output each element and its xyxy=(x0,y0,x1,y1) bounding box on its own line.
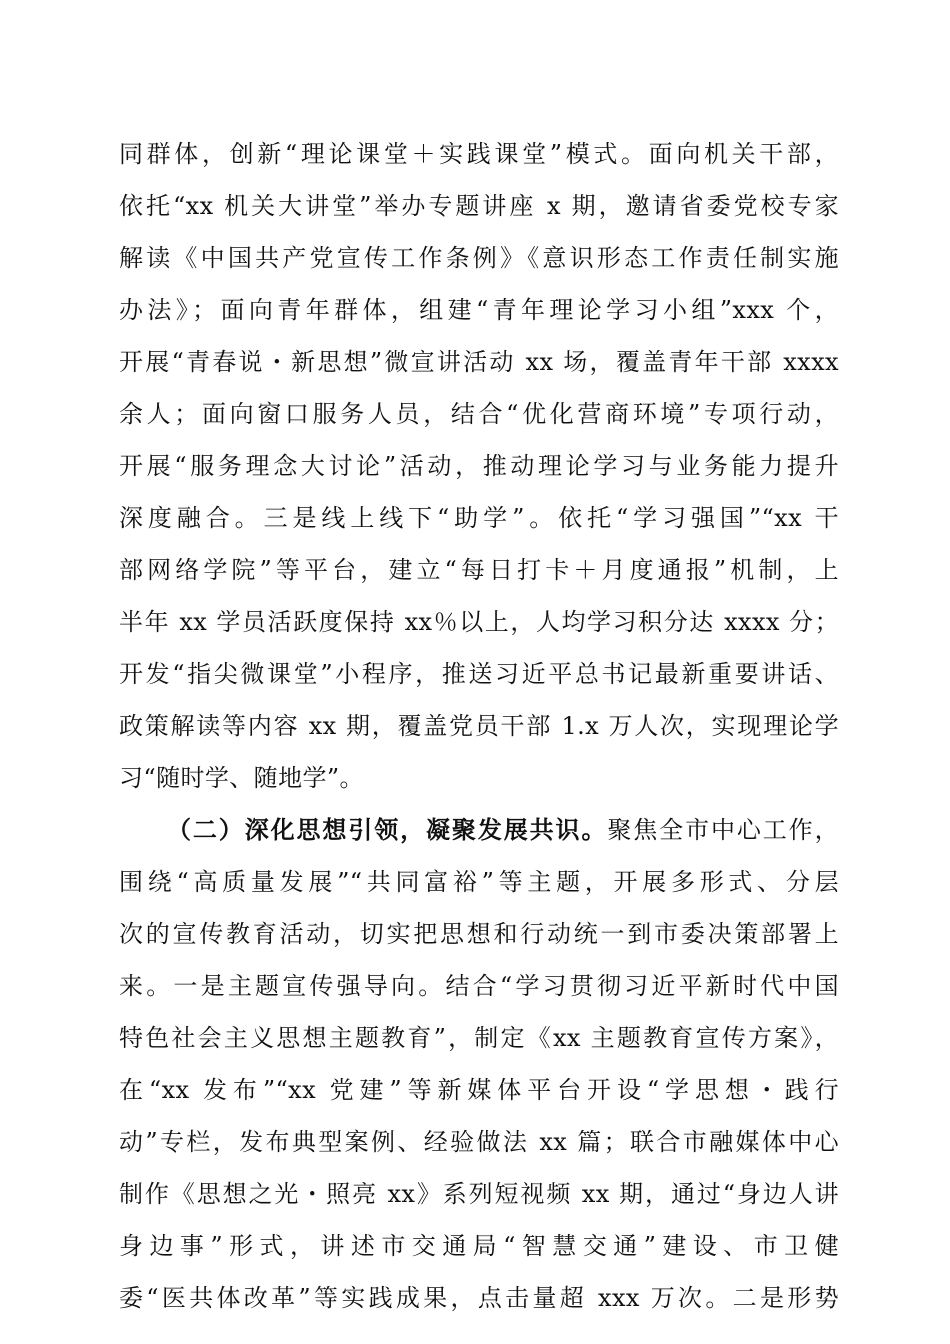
paragraph-line: 余人；面向窗口服务人员，结合“优化营商环境”专项行动， xyxy=(119,400,839,428)
paragraph-line: 来。一是主题宣传强导向。结合“学习贯彻习近平新时代中国 xyxy=(119,972,839,1000)
paragraph-line: 同群体，创新“理论课堂＋实践课堂”模式。面向机关干部， xyxy=(119,140,839,168)
paragraph-line: 深度融合。三是线上线下“助学”。依托“学习强国”“xx 干 xyxy=(119,504,839,532)
paragraph-line: 次的宣传教育活动，切实把思想和行动统一到市委决策部署上 xyxy=(119,920,839,948)
paragraph-line: 部网络学院”等平台，建立“每日打卡＋月度通报”机制，上 xyxy=(119,556,839,584)
section-heading-rest: 聚焦全市中心工作， xyxy=(607,816,839,844)
paragraph-line: 开展“服务理念大讨论”活动，推动理论学习与业务能力提升 xyxy=(119,452,839,480)
paragraph-line: 政策解读等内容 xx 期，覆盖党员干部 1.x 万人次，实现理论学 xyxy=(119,712,839,740)
paragraph-line: 身边事”形式，讲述市交通局“智慧交通”建设、市卫健 xyxy=(119,1232,839,1260)
paragraph-line: 特色社会主义思想主题教育”，制定《xx 主题教育宣传方案》， xyxy=(119,1024,839,1052)
section-heading: （二）深化思想引领，凝聚发展共识。 xyxy=(167,815,608,844)
paragraph-line: 依托“xx 机关大讲堂”举办专题讲座 x 期，邀请省委党校专家 xyxy=(119,192,839,220)
paragraph-line: 解读《中国共产党宣传工作条例》《意识形态工作责任制实施 xyxy=(119,244,839,272)
section-heading-line xyxy=(167,808,839,852)
paragraph-line: 办法》；面向青年群体，组建“青年理论学习小组”xxx 个， xyxy=(119,296,839,324)
paragraph-line: 制作《思想之光・照亮 xx》系列短视频 xx 期，通过“身边人讲 xyxy=(119,1180,839,1208)
paragraph-line: 开发“指尖微课堂”小程序，推送习近平总书记最新重要讲话、 xyxy=(119,660,839,688)
paragraph-line: 在“xx 发布”“xx 党建”等新媒体平台开设“学思想・践行 xyxy=(119,1076,839,1104)
paragraph-line: 半年 xx 学员活跃度保持 xx％以上，人均学习积分达 xxxx 分； xyxy=(119,608,839,636)
paragraph-line: 习“随时学、随地学”。 xyxy=(119,764,364,792)
paragraph-line: 开展“青春说・新思想”微宣讲活动 xx 场，覆盖青年干部 xxxx xyxy=(119,348,839,376)
paragraph-line: 委“医共体改革”等实践成果，点击量超 xxx 万次。二是形势 xyxy=(119,1284,839,1312)
paragraph-line: 围绕“高质量发展”“共同富裕”等主题，开展多形式、分层 xyxy=(119,868,839,896)
paragraph-line: 动”专栏，发布典型案例、经验做法 xx 篇；联合市融媒体中心 xyxy=(119,1128,839,1156)
